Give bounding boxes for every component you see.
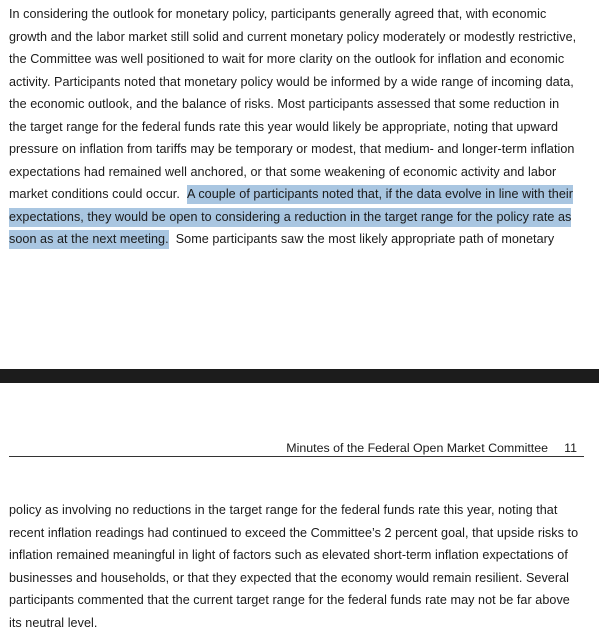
- plain-text[interactable]: market conditions could occur.: [9, 187, 180, 201]
- body-paragraph[interactable]: [9, 3, 594, 251]
- running-header-title: Minutes of the Federal Open Market Committee: [286, 441, 548, 455]
- text-line[interactable]: In considering the outlook for monetary policy, participants generally agreed that, with economic: [9, 7, 547, 21]
- page-separator: [0, 369, 599, 383]
- text-line[interactable]: [9, 183, 594, 206]
- text-line[interactable]: activity. Participants noted that monetary policy would be informed by a wide range of incoming data,: [9, 74, 574, 89]
- text-line[interactable]: growth and the labor market still solid and current monetary policy moderately or modestly restrictive,: [9, 29, 577, 44]
- highlighted-selection[interactable]: soon as at the next meeting.: [9, 230, 169, 249]
- text-line[interactable]: recent inflation readings had continued to exceed the Committee’s 2 percent goal, that upside risks to: [9, 525, 579, 540]
- text-line[interactable]: businesses and households, or that they expected that the economy would remain resilient. Several: [9, 570, 570, 585]
- text-line[interactable]: [9, 206, 594, 229]
- plain-text[interactable]: Some participants saw the most likely appropriate path of monetary: [175, 232, 555, 246]
- running-header: [9, 440, 584, 457]
- text-line[interactable]: the Committee was well positioned to wait for more clarity on the outlook for inflation and economic: [9, 52, 565, 66]
- text-line[interactable]: the economic outlook, and the balance of risks. Most participants assessed that some reduction in: [9, 97, 560, 111]
- page-number: 11: [564, 441, 577, 455]
- body-paragraph[interactable]: [9, 499, 594, 634]
- text-line[interactable]: its neutral level.: [9, 615, 98, 630]
- text-line[interactable]: participants commented that the current target range for the federal funds rate may not be far above: [9, 593, 570, 607]
- text-line[interactable]: the target range for the federal funds rate this year would likely be appropriate, noting that upward: [9, 119, 559, 134]
- text-line[interactable]: [9, 228, 594, 251]
- text-line[interactable]: expectations had remained well anchored, or that some weakening of economic activity and labor: [9, 164, 557, 179]
- document-page-lower: [0, 383, 599, 638]
- text-line[interactable]: inflation remained meaningful in light of factors such as elevated short-term inflation expectations of: [9, 548, 568, 562]
- text-line[interactable]: pressure on inflation from tariffs may be temporary or modest, that medium- and longer-term inflation: [9, 142, 575, 156]
- highlighted-selection[interactable]: A couple of participants noted that, if the data evolve in line with their: [187, 185, 573, 204]
- highlighted-selection[interactable]: expectations, they would be open to considering a reduction in the target range for the policy rate as: [9, 208, 571, 227]
- text-line[interactable]: policy as involving no reductions in the target range for the federal funds rate this year, noting that: [9, 503, 558, 517]
